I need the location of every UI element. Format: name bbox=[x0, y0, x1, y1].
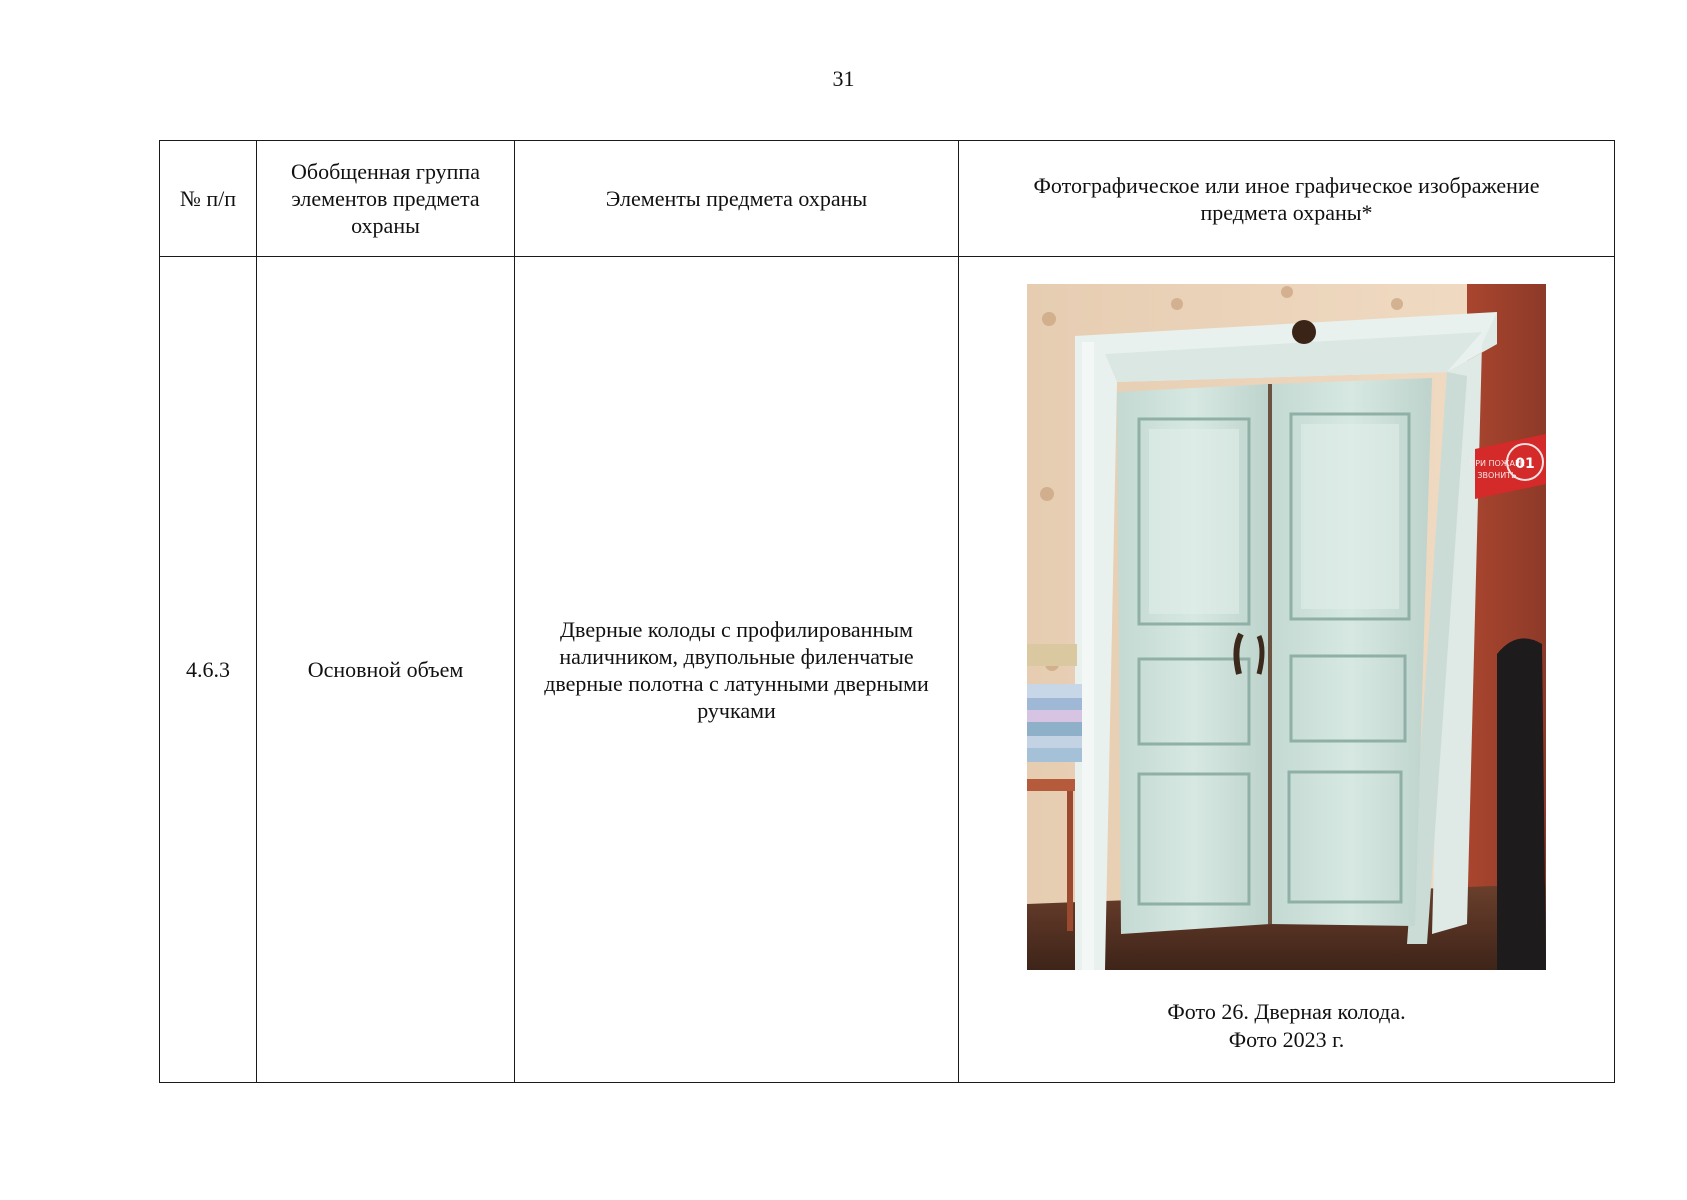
header-elements: Элементы предмета охраны bbox=[515, 141, 959, 257]
row-group: Основной объем bbox=[257, 257, 515, 1083]
table-header-row bbox=[160, 141, 1615, 257]
header-group: Обобщенная группа элементов предмета охраны bbox=[257, 141, 515, 257]
heritage-elements-table bbox=[159, 140, 1615, 1083]
header-number: № п/п bbox=[160, 141, 257, 257]
row-photo-cell bbox=[959, 257, 1615, 1083]
header-photo: Фотографическое или иное графическое изображение предмета охраны* bbox=[959, 141, 1615, 257]
page-number: 31 bbox=[832, 66, 855, 91]
table-row bbox=[160, 257, 1615, 1083]
svg-text:ПРИ ПОЖАРЕ: ПРИ ПОЖАРЕ bbox=[1469, 459, 1525, 468]
row-number: 4.6.3 bbox=[160, 257, 257, 1083]
svg-text:01: 01 bbox=[1515, 456, 1535, 472]
photo-caption-line2: Фото 2023 г. bbox=[1228, 1027, 1345, 1052]
door-photo bbox=[1027, 284, 1546, 970]
svg-text:ЗВОНИТЬ: ЗВОНИТЬ bbox=[1477, 471, 1517, 480]
photo-caption bbox=[959, 998, 1614, 1054]
photo-caption-line1: Фото 26. Дверная колода. bbox=[1167, 999, 1406, 1024]
row-elements: Дверные колоды с профилированным наличником, двупольные филенчатые дверные полотна с латунными дверными ручками bbox=[515, 257, 959, 1083]
door-photo-drawing bbox=[1027, 284, 1546, 970]
